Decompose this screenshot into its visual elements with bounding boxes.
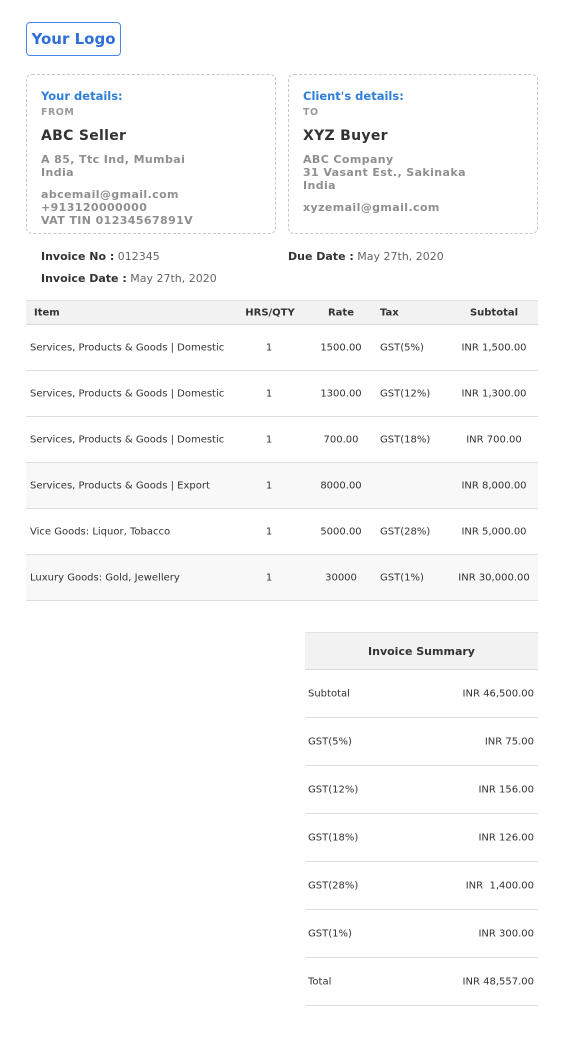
- header-qty: HRS/QTY: [245, 307, 295, 318]
- summary-value: INR 75.00: [484, 736, 534, 747]
- summary-row: [305, 718, 538, 766]
- item-subtotal: INR 1,500.00: [461, 342, 527, 353]
- seller-name: ABC Seller: [41, 128, 127, 144]
- logo-text: Your Logo: [31, 30, 116, 48]
- item-rate: 8000.00: [320, 480, 362, 491]
- item-tax: GST(1%): [380, 572, 424, 583]
- due-date-value: May 27th, 2020: [357, 250, 444, 263]
- due-date-label: Due Date :: [288, 250, 354, 263]
- table-row: [26, 325, 538, 371]
- seller-details-card: [26, 74, 276, 234]
- item-subtotal: INR 1,300.00: [461, 388, 527, 399]
- item-name: Luxury Goods: Gold, Jewellery: [30, 572, 180, 583]
- item-rate: 5000.00: [320, 526, 362, 537]
- seller-phone: +913120000000: [41, 201, 148, 214]
- item-name: Vice Goods: Liquor, Tobacco: [30, 526, 171, 537]
- table-row: [26, 463, 538, 509]
- items-table-header: [26, 300, 538, 325]
- invoice-date-value: May 27th, 2020: [130, 272, 217, 285]
- item-name: Services, Products & Goods | Domestic: [30, 342, 225, 353]
- header-subtotal: Subtotal: [469, 307, 519, 318]
- summary-label: GST(12%): [308, 784, 359, 795]
- item-tax: GST(18%): [380, 434, 431, 445]
- invoice-number-value: 012345: [117, 250, 160, 263]
- item-name: Services, Products & Goods | Domestic: [30, 388, 225, 399]
- seller-details-title: Your details:: [41, 89, 123, 103]
- seller-from-label: FROM: [41, 107, 75, 118]
- summary-label: GST(5%): [308, 736, 352, 747]
- item-rate: 1500.00: [320, 342, 362, 353]
- summary-label: GST(1%): [308, 928, 352, 939]
- summary-value: INR 46,500.00: [462, 688, 534, 699]
- summary-row: [305, 814, 538, 862]
- invoice-summary-title: Invoice Summary: [305, 632, 538, 670]
- due-date: [288, 250, 444, 263]
- table-row: [26, 371, 538, 417]
- seller-vat: VAT TIN 01234567891V: [41, 214, 194, 227]
- item-subtotal: INR 5,000.00: [461, 526, 527, 537]
- item-rate: 30000: [325, 572, 357, 583]
- logo: [26, 22, 121, 56]
- item-qty: 1: [265, 342, 273, 353]
- client-details-title: Client's details:: [303, 89, 404, 103]
- client-email: xyzemail@gmail.com: [303, 201, 440, 214]
- summary-value: INR 300.00: [478, 928, 534, 939]
- client-name: XYZ Buyer: [303, 128, 388, 144]
- summary-row: [305, 766, 538, 814]
- seller-contact: [41, 188, 275, 227]
- header-rate: Rate: [327, 307, 354, 318]
- item-name: Services, Products & Goods | Export: [30, 480, 210, 491]
- summary-row: [305, 670, 538, 718]
- summary-value: INR 1,400.00: [465, 880, 534, 891]
- item-tax: GST(12%): [380, 388, 431, 399]
- item-subtotal: INR 8,000.00: [461, 480, 527, 491]
- client-address-line: ABC Company: [303, 153, 394, 166]
- table-row: [26, 555, 538, 601]
- item-tax: GST(5%): [380, 342, 424, 353]
- items-table: [26, 300, 538, 601]
- item-subtotal: INR 30,000.00: [458, 572, 530, 583]
- header-tax: Tax: [380, 307, 399, 318]
- summary-row: [305, 910, 538, 958]
- invoice-date-label: Invoice Date :: [41, 272, 127, 285]
- seller-address-line: India: [41, 166, 74, 179]
- item-subtotal: INR 700.00: [466, 434, 522, 445]
- client-contact: [303, 201, 537, 214]
- item-qty: 1: [265, 526, 273, 537]
- seller-address: [41, 153, 275, 179]
- invoice-number-label: Invoice No :: [41, 250, 115, 263]
- seller-address-line: A 85, Ttc Ind, Mumbai: [41, 153, 186, 166]
- client-address-line: India: [303, 179, 336, 192]
- client-details-card: [288, 74, 538, 234]
- client-address-line: 31 Vasant Est., Sakinaka: [303, 166, 466, 179]
- item-name: Services, Products & Goods | Domestic: [30, 434, 225, 445]
- seller-email: abcemail@gmail.com: [41, 188, 179, 201]
- summary-value: INR 126.00: [478, 832, 534, 843]
- item-qty: 1: [265, 434, 273, 445]
- item-qty: 1: [265, 388, 273, 399]
- invoice-number: [41, 250, 160, 263]
- table-row: [26, 509, 538, 555]
- invoice-summary: [305, 632, 538, 1006]
- summary-label: Subtotal: [308, 688, 350, 699]
- client-address: [303, 153, 537, 192]
- invoice-date: [41, 272, 217, 285]
- item-tax: GST(28%): [380, 526, 431, 537]
- summary-row: [305, 862, 538, 910]
- summary-total-label: Total: [308, 976, 332, 987]
- item-qty: 1: [265, 572, 273, 583]
- summary-total-value: INR 48,557.00: [462, 976, 534, 987]
- item-rate: 1300.00: [320, 388, 362, 399]
- summary-label: GST(18%): [308, 832, 359, 843]
- summary-total-row: [305, 958, 538, 1006]
- summary-label: GST(28%): [308, 880, 359, 891]
- client-to-label: TO: [303, 107, 319, 118]
- table-row: [26, 417, 538, 463]
- summary-value: INR 156.00: [478, 784, 534, 795]
- item-qty: 1: [265, 480, 273, 491]
- item-rate: 700.00: [323, 434, 359, 445]
- header-item: Item: [34, 307, 60, 318]
